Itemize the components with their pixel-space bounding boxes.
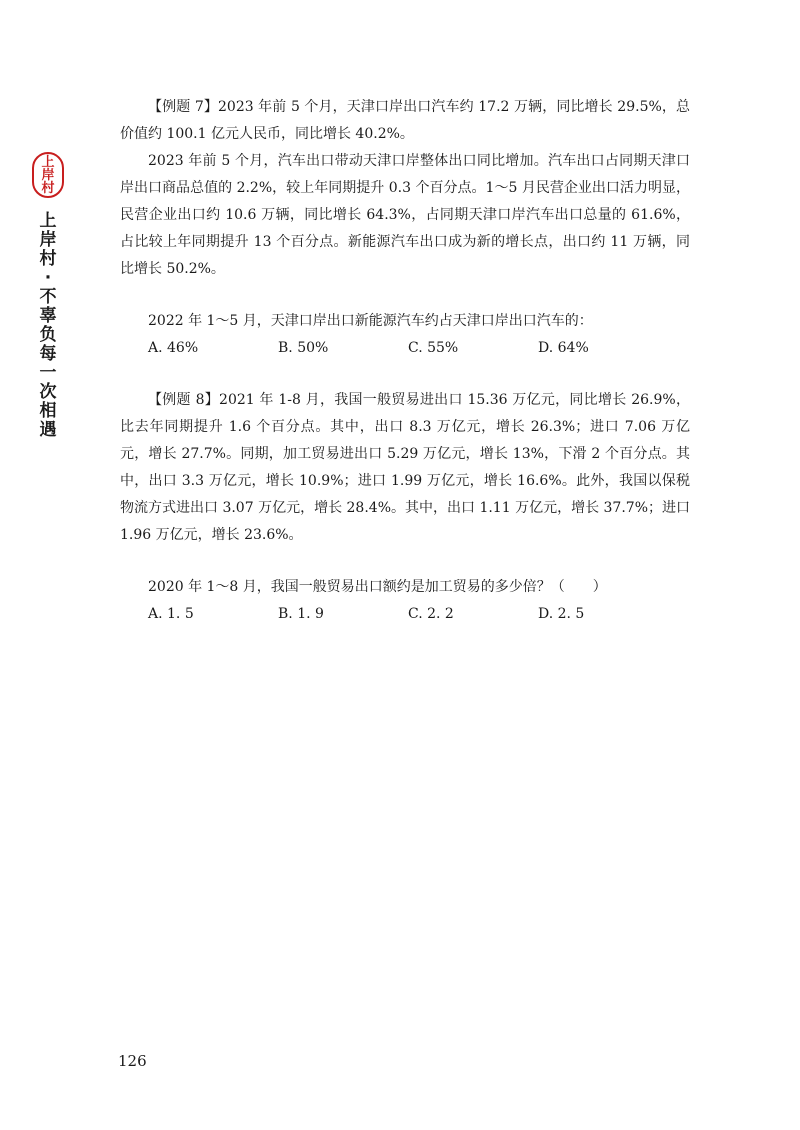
motto-char: 一 xyxy=(39,363,57,383)
option-b: B. 1. 9 xyxy=(278,606,324,622)
option-d: D. 64% xyxy=(538,340,589,356)
motto-char: 辜 xyxy=(39,306,57,326)
option-d: D. 2. 5 xyxy=(538,606,585,622)
example-7 xyxy=(120,94,690,362)
example-8-options xyxy=(120,601,690,628)
motto-char: 相 xyxy=(39,401,57,421)
motto-char: 岸 xyxy=(39,230,57,250)
example-7-options xyxy=(120,335,690,362)
example-8 xyxy=(120,387,690,628)
motto-char: 次 xyxy=(39,382,57,402)
option-a: A. 1. 5 xyxy=(148,606,194,622)
motto-char: 不 xyxy=(39,287,57,307)
example-8-body: 【例题 8】2021 年 1-8 月，我国一般贸易进出口 15.36 万亿元，同比增长 26.9%，比去年同期提升 1.6 个百分点。其中，出口 8.3 万亿元，增长 26.3%；进口 7.06 万亿元，增长 27.7%。同期，加工贸易进出口 5.29 万亿元，增长 13%，下滑 2 个百分点。其中，出口 3.3 万亿元，增长 10.9%；进口 1.99 万亿元，增长 16.6%。此外，我国以保税物流方式进出口 3.07 万亿元，增长 28.4%。其中，出口 1.11 万亿元，增长 37.7%；进口 1.96 万亿元，增长 23.6%。 xyxy=(120,392,690,543)
brand-motto xyxy=(40,212,57,440)
option-a: A. 46% xyxy=(148,340,199,356)
option-c: C. 55% xyxy=(408,340,459,356)
seal-char: 岸 xyxy=(41,167,55,183)
motto-char: 遇 xyxy=(39,420,57,440)
example-7-question: 2022 年 1～5 月，天津口岸出口新能源汽车约占天津口岸出口汽车的： xyxy=(148,313,593,329)
motto-char: 负 xyxy=(39,325,57,345)
page-number: 126 xyxy=(118,1052,147,1070)
seal-char: 村 xyxy=(41,180,55,196)
seal-char: 上 xyxy=(41,154,55,170)
motto-char: 村 xyxy=(39,249,57,269)
brand-seal-logo xyxy=(32,152,64,198)
motto-char: · xyxy=(44,268,52,288)
motto-char: 每 xyxy=(39,344,57,364)
example-7-intro: 【例题 7】2023 年前 5 个月，天津口岸出口汽车约 17.2 万辆，同比增长 29.5%，总价值约 100.1 亿元人民币，同比增长 40.2%。 xyxy=(120,99,690,142)
example-7-body: 2023 年前 5 个月，汽车出口带动天津口岸整体出口同比增加。汽车出口占同期天津口岸出口商品总值的 2.2%，较上年同期提升 0.3 个百分点。1～5 月民营企业出口活力明显，民营企业出口约 10.6 万辆，同比增长 64.3%，占同期天津口岸汽车出口总量的 61.6%，占比较上年同期提升 13 个百分点。新能源汽车出口成为新的增长点，出口约 11 万辆，同比增长 50.2%。 xyxy=(120,153,690,277)
option-c: C. 2. 2 xyxy=(408,606,454,622)
motto-char: 上 xyxy=(39,211,57,231)
brand-sidebar xyxy=(28,152,68,440)
option-b: B. 50% xyxy=(278,340,329,356)
page-content xyxy=(120,94,690,628)
example-8-question: 2020 年 1～8 月，我国一般贸易出口额约是加工贸易的多少倍？（ ） xyxy=(148,579,607,595)
